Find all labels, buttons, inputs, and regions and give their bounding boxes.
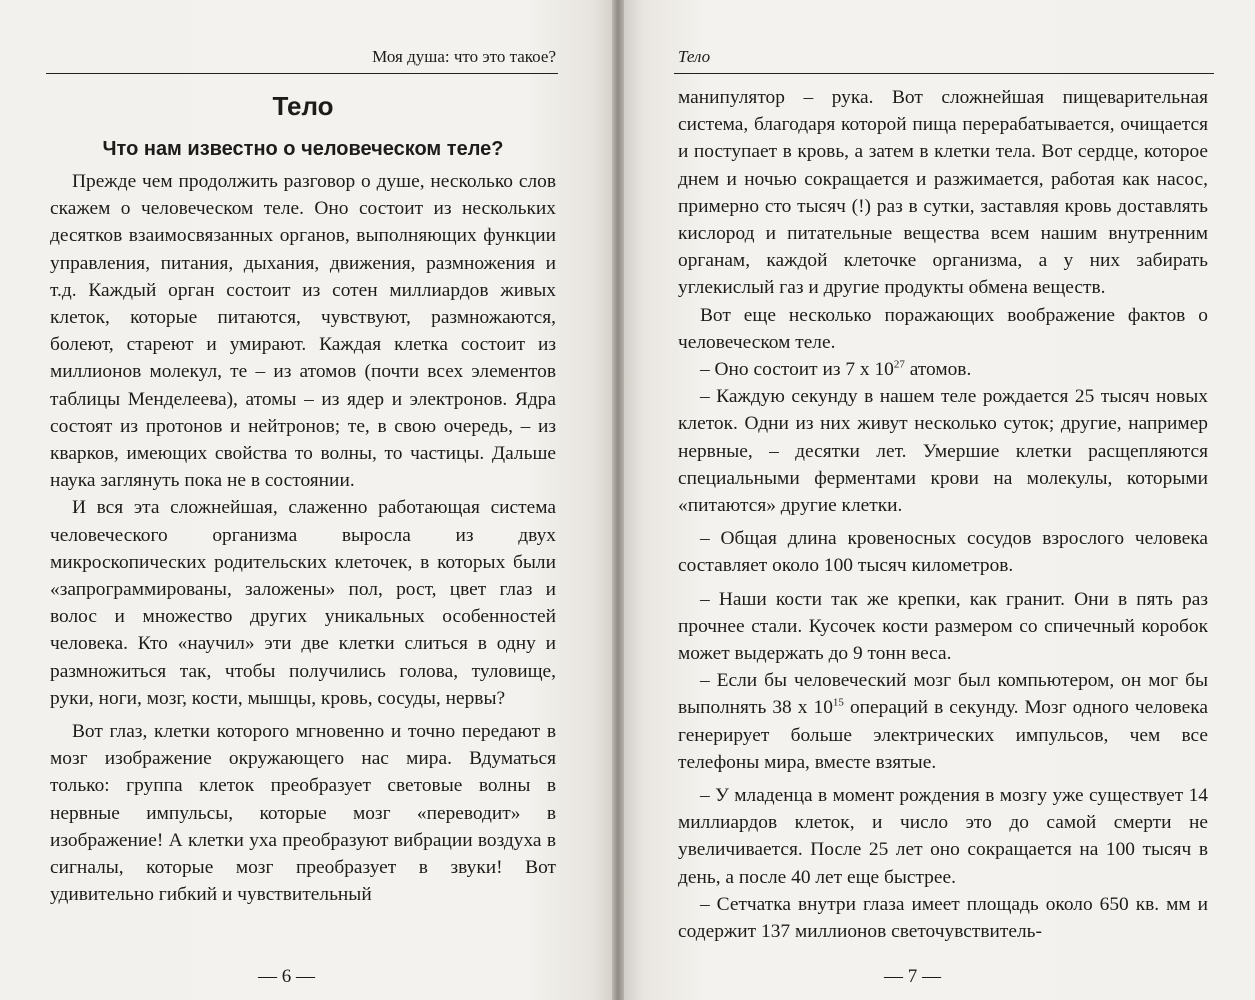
- exponent: 27: [893, 358, 905, 371]
- book-spine: [612, 0, 624, 1000]
- page-number: — 6 —: [258, 966, 315, 987]
- page-number: — 7 —: [884, 966, 941, 987]
- fact-text: – Если бы человеческий мозг был компьютером, он мог бы выполнять 38 x 10: [678, 670, 1208, 719]
- chapter-title: Тело: [272, 91, 334, 121]
- paragraph: Прежде чем продолжить разговор о душе, несколько слов скажем о человеческом теле. Оно состоит из нескольких десятков взаимосвязанных органов, выполняющих функции управления, питания, дыхания, движения, размножения и т.д. Каждый орган состоит из сотен миллиардов живых клеток, которые питаются, чувствуют, размножаются, болеют, стареют и умирают. Каждая клетка состоит из миллионов молекул, те – из атомов (почти всех элементов таблицы Менделеева), атомы – из ядер и электронов. Ядра состоят из протонов и нейтронов; те, в свою очередь, – из кварков, имеющих свойства то волны, то частицы. Дальше наука заглянуть пока не в состоянии.: [50, 171, 556, 492]
- paragraph: Вот еще несколько поражающих воображение фактов о человеческом теле.: [678, 304, 1208, 353]
- exponent: 15: [832, 697, 844, 709]
- fact-item: [678, 356, 1208, 383]
- fact-text: операций в секунду. Мозг одного человека генерирует больше электрических импульсов, чем все телефоны мира, вместе взятые.: [678, 697, 1208, 773]
- fact-item: – Наши кости так же крепки, как гранит. Они в пять раз прочнее стали. Кусочек кости размером со спичечный коробок может выдержать до 9 тонн веса.: [678, 588, 1208, 665]
- header-rule: [674, 73, 1214, 74]
- right-page: [618, 0, 1255, 1000]
- paragraph: манипулятор – рука. Вот сложнейшая пищеварительная система, благодаря которой пища перерабатывается, очищается и поступает в кровь, а затем в клетки тела. Вот сердце, которое днем и ночью сокращается и разжимается, работая как насос, примерно сто тысяч (!) раз в сутки, заставляя кровь доставлять кислород и питательные вещества всем нашим внутренним органам, каждой клеточке организма, а у них забирать углекислый газ и другие продукты обмена веществ.: [678, 87, 1208, 299]
- paragraph: И вся эта сложнейшая, слаженно работающая система человеческого организма выросла из двух микроскопических родительских клеточек, в которых были «запрограммированы, заложены» пол, рост, цвет глаз и волос и множество других уникальных особенностей человека. Кто «научил» эти две клетки слиться в одну и размножиться так, чтобы получились голова, туловище, руки, ноги, мозг, кости, мышцы, кровь, сосуды, нервы?: [50, 497, 556, 709]
- fact-item: – Сетчатка внутри глаза имеет площадь около 650 кв. мм и содержит 137 миллионов светочувствитель-: [678, 893, 1208, 943]
- section-subtitle: Что нам известно о человеческом теле?: [102, 138, 504, 160]
- fact-text: атомов.: [904, 359, 972, 381]
- fact-item: – Каждую секунду в нашем теле рождается 25 тысяч новых клеток. Одни из них живут несколько суток; другие, например нервные, – десятки лет. Умершие клетки расщепляются специальными ферментами крови на молекулы, которыми «питаются» другие клетки.: [678, 386, 1208, 517]
- fact-item: [678, 667, 1208, 776]
- right-body-text: [678, 84, 1208, 945]
- left-body-text: [50, 84, 556, 908]
- paragraph: Вот глаз, клетки которого мгновенно и точно передают в мозг изображение окружающего нас мира. Вдуматься только: группа клеток преобразует световые волны в нервные импульсы, которые мозг «переводит» в изображение! А клетки уха преобразуют вибрации воздуха в сигналы, которые мозг преобразует в звуки! Вот удивительно гибкий и чувствительный: [50, 721, 556, 906]
- fact-text: – Оно состоит из 7 x 10: [700, 359, 894, 381]
- header-rule: [46, 73, 558, 74]
- running-head: Моя душа: что это такое?: [372, 47, 556, 66]
- running-head: Тело: [678, 47, 711, 66]
- left-page: [0, 0, 618, 1000]
- fact-item: – Общая длина кровеносных сосудов взрослого человека составляет около 100 тысяч километров.: [678, 528, 1208, 577]
- fact-item: – У младенца в момент рождения в мозгу уже существует 14 миллиардов клеток, и число это до самой смерти не увеличивается. После 25 лет оно сокращается на 100 тысяч в день, а после 40 лет еще быстрее.: [678, 785, 1208, 888]
